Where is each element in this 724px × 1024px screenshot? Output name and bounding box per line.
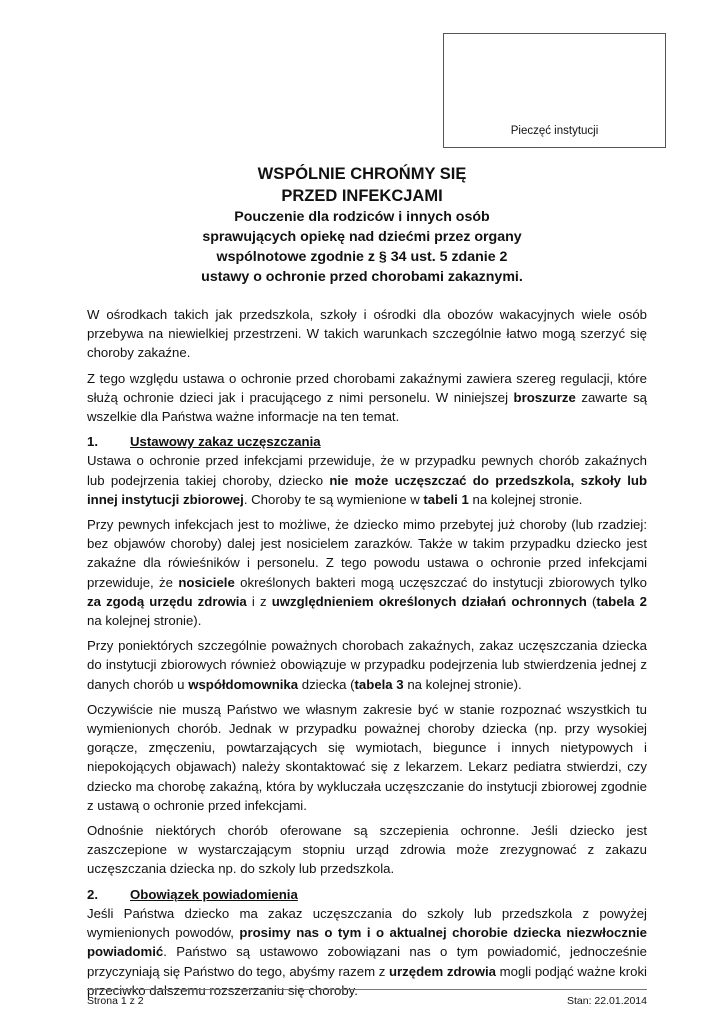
text-run: na kolejnej stronie).	[403, 676, 522, 692]
subtitle-line-3: wspólnotowe zgodnie z § 34 ust. 5 zdanie 2	[216, 249, 508, 265]
title-block	[0, 163, 724, 287]
text-run: Z tego względu ustawa o ochronie przed chorobami zakaźnymi zawiera szereg regulacji, które służą ochronie dzieci jak i pracującego z nimi personelu. W niniejszej	[87, 370, 647, 405]
intro-paragraph-1: W ośrodkach takich jak przedszkola, szkoły i ośrodki dla obozów wakacyjnych wiele osób przebywa na niewielkiej przestrzeni. W takich warunkach szczególnie łatwo mogą szerzyć się choroby zakaźne.	[87, 307, 647, 361]
title-line-1: WSPÓLNIE CHROŃMY SIĘ	[257, 165, 467, 183]
footer-page-number: Strona 1 z 2	[87, 995, 144, 1007]
document-body	[87, 305, 647, 1006]
stamp-label: Pieczęć instytucji	[510, 125, 599, 137]
subtitle-line-2: sprawujących opiekę nad dziećmi przez organy	[202, 229, 522, 245]
institution-stamp-box	[443, 33, 666, 148]
text-run: (	[586, 593, 597, 609]
section-2-heading	[87, 885, 647, 904]
text-run: dziecka (	[298, 676, 355, 692]
text-run: . Choroby te są wymienione w	[243, 491, 424, 507]
subtitle-line-1: Pouczenie dla rodziców i innych osób	[234, 209, 490, 225]
text-run: zawarte są wszelkie dla Państwa ważne informacje na ten temat.	[87, 389, 647, 425]
bold-run: tabela 2	[596, 593, 647, 609]
bold-run: uwzględnieniem określonych działań ochronnych	[271, 593, 587, 609]
text-run: na kolejnej stronie).	[87, 613, 202, 629]
section-2-title: Obowiązek powiadomienia	[130, 886, 298, 902]
bold-run: broszurze	[513, 389, 576, 405]
text-run: mogli podjąć ważne kroki przeciwko dalszemu rozszerzaniu się choroby.	[87, 963, 647, 998]
text-run: . Państwo są ustawowo zobowiązani nas o tym powiadomić, jednocześnie przyczyniają się Państwo do tego, abyśmy razem z	[87, 944, 647, 979]
text-run: Przy pewnych infekcjach jest to możliwe, że dziecko mimo przebytej już choroby (lub rzadziej: bez objawów choroby) dalej jest nosicielem zarazków. Także w takim przypadku dziecko jest zakaźne dla rówieśników i personelu. Z tego powodu ustawa o ochronie przed infekcjami przewiduje, że	[87, 517, 647, 590]
bold-run: urzędem zdrowia	[388, 963, 496, 979]
section-1-paragraph-3	[87, 636, 647, 694]
section-2-paragraph-1	[87, 904, 647, 1000]
bold-run: tabeli 1	[423, 491, 469, 507]
bold-run: nosiciele	[178, 574, 235, 590]
bold-run: tabela 3	[354, 676, 404, 692]
section-1-paragraph-1	[87, 451, 647, 509]
section-2-number: 2.	[87, 886, 98, 902]
section-1-title: Ustawowy zakaz uczęszczania	[130, 434, 321, 450]
text-run: Przy poniektórych szczególnie poważnych chorobach zakaźnych, zakaz uczęszczania dziecka do instytucji zbiorowych również obowiązuje w przypadku podejrzenia lub stwierdzenia jednej z danych chorób u	[87, 638, 647, 692]
section-1-paragraph-4: Oczywiście nie muszą Państwo we własnym zakresie być w stanie rozpoznać wszystkich tu wymienionych chorób. Jednak w przypadku poważnej choroby dziecka (np. przy wysokiej gorącze, zmęczeniu, powtarzających się wymiotach, biegunce i innych nietypowych i niepokojących objawach) należy skontaktować się z lekarzem. Lekarz pediatra stwierdzi, czy dziecko ma chorobę zakaźną, która by wykluczała uczęszczanie do instytucji zbiorowej zgodnie z ustawą o ochronie przed infekcjami.	[87, 701, 647, 813]
section-1-heading	[87, 432, 647, 451]
subtitle-line-4: ustawy o ochronie przed chorobami zakaznymi.	[201, 269, 523, 285]
bold-run: nie może uczęszczać do przedszkola, szkoły lub innej instytucji zbiorowej	[87, 472, 648, 507]
title-line-2: PRZED INFEKCJAMI	[281, 187, 443, 205]
text-run: na kolejnej stronie.	[468, 491, 583, 507]
section-1-number: 1.	[87, 434, 98, 450]
text-run: i z	[246, 593, 272, 609]
bold-run: za zgodą urzędu zdrowia	[87, 593, 247, 609]
bold-run: współdomownika	[188, 676, 299, 692]
text-run: Ustawa o ochronie przed infekcjami przewiduje, że w przypadku pewnych chorób zakaźnych lub podejrzenia takiej choroby, dziecko	[87, 453, 647, 488]
text-run: określonych bakteri mogą uczęszczać do instytucji zbiorowych tylko	[234, 574, 647, 590]
footer-divider	[87, 989, 647, 990]
bold-run: prosimy nas o tym i o aktualnej chorobie dziecka niezwłocznie powiadomić	[87, 925, 647, 960]
section-1-paragraph-5: Odnośnie niektórych chorób oferowane są szczepienia ochronne. Jeśli dziecko jest zaszczepione w wystarczającym stopniu urząd zdrowia może zrezygnować z zakazu uczęszczania dziecka np. do szkoly lub przedszkola.	[87, 823, 647, 877]
text-run: Jeśli Państwa dziecko ma zakaz uczęszczania do szkoly lub przedszkola z powyżej wymienionych powodów,	[87, 905, 647, 941]
intro-paragraph-2	[87, 369, 647, 427]
section-1-paragraph-2	[87, 515, 647, 630]
footer-date: Stan: 22.01.2014	[567, 995, 647, 1007]
